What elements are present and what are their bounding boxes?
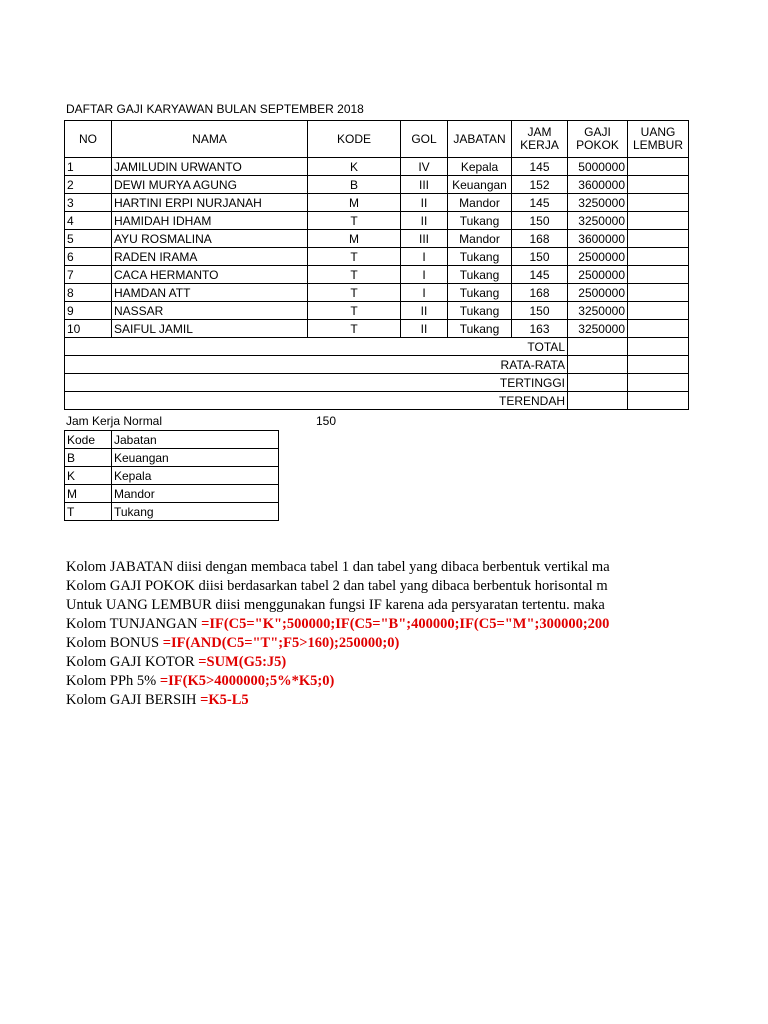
cell-gol[interactable]: II xyxy=(401,320,448,338)
cell-nama[interactable]: HARTINI ERPI NURJANAH xyxy=(112,194,308,212)
cell-jam-kerja[interactable]: 150 xyxy=(512,248,568,266)
note-line xyxy=(66,558,646,577)
note-text: Kolom JABATAN diisi dengan membaca tabel 1 dan tabel yang dibaca berbentuk vertikal ma xyxy=(66,559,610,575)
summary-label-tertinggi[interactable]: TERTINGGI xyxy=(65,374,568,392)
cell-jam-kerja[interactable]: 163 xyxy=(512,320,568,338)
cell-kode[interactable]: M xyxy=(308,230,401,248)
cell-nama[interactable]: SAIFUL JAMIL xyxy=(112,320,308,338)
lookup-cell-jabatan[interactable]: Mandor xyxy=(112,485,279,503)
cell-kode[interactable]: T xyxy=(308,212,401,230)
cell-gol[interactable]: I xyxy=(401,248,448,266)
cell-nama[interactable]: DEWI MURYA AGUNG xyxy=(112,176,308,194)
table-row xyxy=(65,266,689,284)
table-row xyxy=(65,158,689,176)
note-text: Kolom PPh 5% xyxy=(66,673,160,689)
sheet-title: DAFTAR GAJI KARYAWAN BULAN SEPTEMBER 2018 xyxy=(66,102,364,116)
cell-gaji-pokok[interactable]: 5000000 xyxy=(568,158,628,176)
note-formula: =SUM(G5:J5) xyxy=(198,654,287,670)
cell-jam-kerja[interactable]: 152 xyxy=(512,176,568,194)
instruction-notes xyxy=(66,558,646,710)
note-line xyxy=(66,653,646,672)
header-kode[interactable]: KODE xyxy=(308,121,401,158)
cell-no[interactable]: 4 xyxy=(65,212,112,230)
note-line xyxy=(66,672,646,691)
cell-kode[interactable]: T xyxy=(308,266,401,284)
lookup-header-row xyxy=(65,431,279,449)
table-row xyxy=(65,176,689,194)
cell-uang-lembur[interactable] xyxy=(628,212,689,230)
table-row xyxy=(65,230,689,248)
summary-cell-gaji[interactable] xyxy=(568,392,628,410)
lookup-cell-jabatan[interactable]: Kepala xyxy=(112,467,279,485)
cell-gaji-pokok[interactable]: 3600000 xyxy=(568,230,628,248)
cell-uang-lembur[interactable] xyxy=(628,302,689,320)
cell-nama[interactable]: AYU ROSMALINA xyxy=(112,230,308,248)
lookup-cell-kode[interactable]: B xyxy=(65,449,112,467)
cell-jabatan[interactable]: Tukang xyxy=(448,248,512,266)
table-row xyxy=(65,284,689,302)
cell-jam-kerja[interactable]: 150 xyxy=(512,302,568,320)
cell-gol[interactable]: I xyxy=(401,284,448,302)
cell-gol[interactable]: II xyxy=(401,302,448,320)
header-gol[interactable]: GOL xyxy=(401,121,448,158)
lookup-cell-kode[interactable]: T xyxy=(65,503,112,521)
summary-cell-lembur[interactable] xyxy=(628,392,689,410)
lookup-cell-kode[interactable]: K xyxy=(65,467,112,485)
header-no[interactable]: NO xyxy=(65,121,112,158)
cell-jam-kerja[interactable]: 145 xyxy=(512,158,568,176)
cell-kode[interactable]: K xyxy=(308,158,401,176)
summary-row-tertinggi xyxy=(65,374,689,392)
note-text: Kolom GAJI POKOK diisi berdasarkan tabel 2 dan tabel yang dibaca berbentuk horisontal m xyxy=(66,578,608,594)
cell-no[interactable]: 5 xyxy=(65,230,112,248)
cell-kode[interactable]: T xyxy=(308,284,401,302)
note-line xyxy=(66,577,646,596)
summary-cell-gaji[interactable] xyxy=(568,374,628,392)
cell-no[interactable]: 3 xyxy=(65,194,112,212)
lookup-header-jabatan[interactable]: Jabatan xyxy=(112,431,279,449)
cell-gol[interactable]: IV xyxy=(401,158,448,176)
cell-jabatan[interactable]: Kepala xyxy=(448,158,512,176)
cell-jabatan[interactable]: Mandor xyxy=(448,194,512,212)
cell-gol[interactable]: I xyxy=(401,266,448,284)
cell-nama[interactable]: NASSAR xyxy=(112,302,308,320)
cell-uang-lembur[interactable] xyxy=(628,176,689,194)
cell-jabatan[interactable]: Keuangan xyxy=(448,176,512,194)
lookup-row xyxy=(65,503,279,521)
cell-gaji-pokok[interactable]: 3600000 xyxy=(568,176,628,194)
jam-kerja-normal-label[interactable]: Jam Kerja Normal xyxy=(66,414,163,428)
cell-gaji-pokok[interactable]: 3250000 xyxy=(568,212,628,230)
cell-gol[interactable]: II xyxy=(401,212,448,230)
note-line xyxy=(66,691,646,710)
cell-jam-kerja[interactable]: 168 xyxy=(512,230,568,248)
summary-row-terendah xyxy=(65,392,689,410)
note-text: Kolom GAJI BERSIH xyxy=(66,692,201,708)
cell-kode[interactable]: M xyxy=(308,194,401,212)
salary-table xyxy=(64,120,689,410)
summary-cell-lembur[interactable] xyxy=(628,374,689,392)
summary-label-total[interactable]: TOTAL xyxy=(65,338,568,356)
cell-jabatan[interactable]: Tukang xyxy=(448,302,512,320)
cell-uang-lembur[interactable] xyxy=(628,230,689,248)
cell-uang-lembur[interactable] xyxy=(628,266,689,284)
note-text: Kolom GAJI KOTOR xyxy=(66,654,199,670)
lookup-cell-kode[interactable]: M xyxy=(65,485,112,503)
note-text: Kolom BONUS xyxy=(66,635,163,651)
header-row xyxy=(65,121,689,158)
cell-gol[interactable]: III xyxy=(401,230,448,248)
cell-jabatan[interactable]: Tukang xyxy=(448,266,512,284)
note-line xyxy=(66,596,646,615)
cell-no[interactable]: 6 xyxy=(65,248,112,266)
cell-uang-lembur[interactable] xyxy=(628,320,689,338)
table-row xyxy=(65,248,689,266)
cell-jabatan[interactable]: Tukang xyxy=(448,212,512,230)
lookup-row xyxy=(65,485,279,503)
cell-nama[interactable]: HAMIDAH IDHAM xyxy=(112,212,308,230)
cell-gol[interactable]: III xyxy=(401,176,448,194)
lookup-row xyxy=(65,449,279,467)
cell-jam-kerja[interactable]: 145 xyxy=(512,194,568,212)
header-jabatan[interactable]: JABATAN xyxy=(448,121,512,158)
summary-cell-lembur[interactable] xyxy=(628,356,689,374)
header-uang-lembur[interactable] xyxy=(628,121,689,158)
summary-label-terendah[interactable]: TERENDAH xyxy=(65,392,568,410)
table-row xyxy=(65,320,689,338)
cell-kode[interactable]: T xyxy=(308,320,401,338)
header-nama[interactable]: NAMA xyxy=(112,121,308,158)
header-uang-lembur-line2: LEMBUR xyxy=(632,138,683,152)
cell-uang-lembur[interactable] xyxy=(628,248,689,266)
cell-jabatan[interactable]: Mandor xyxy=(448,230,512,248)
lookup-cell-jabatan[interactable]: Keuangan xyxy=(112,449,279,467)
cell-no[interactable]: 7 xyxy=(65,266,112,284)
jam-kerja-normal-value[interactable]: 150 xyxy=(316,414,337,428)
header-jam-kerja-line1: JAM xyxy=(527,125,552,139)
header-gaji-pokok-line2: POKOK xyxy=(576,138,619,152)
cell-gaji-pokok[interactable]: 3250000 xyxy=(568,194,628,212)
header-gaji-pokok-line1: GAJI xyxy=(584,125,611,139)
cell-nama[interactable]: JAMILUDIN URWANTO xyxy=(112,158,308,176)
header-jam-kerja[interactable] xyxy=(512,121,568,158)
table-row xyxy=(65,302,689,320)
cell-no[interactable]: 9 xyxy=(65,302,112,320)
header-gaji-pokok[interactable] xyxy=(568,121,628,158)
note-formula: =K5-L5 xyxy=(200,692,249,708)
cell-kode[interactable]: T xyxy=(308,302,401,320)
note-formula: =IF(K5>4000000;5%*K5;0) xyxy=(159,673,335,689)
lookup-row xyxy=(65,467,279,485)
cell-gaji-pokok[interactable]: 3250000 xyxy=(568,302,628,320)
lookup-header-kode[interactable]: Kode xyxy=(65,431,112,449)
cell-uang-lembur[interactable] xyxy=(628,194,689,212)
cell-jabatan[interactable]: Tukang xyxy=(448,320,512,338)
table-row xyxy=(65,194,689,212)
cell-jabatan[interactable]: Tukang xyxy=(448,284,512,302)
note-text: Untuk UANG LEMBUR diisi menggunakan fungsi IF karena ada persyaratan tertentu. maka xyxy=(66,597,605,613)
jabatan-lookup-table xyxy=(64,430,279,521)
cell-gaji-pokok[interactable]: 2500000 xyxy=(568,284,628,302)
cell-no[interactable]: 2 xyxy=(65,176,112,194)
cell-kode[interactable]: B xyxy=(308,176,401,194)
note-text: Kolom TUNJANGAN xyxy=(66,616,202,632)
cell-gaji-pokok[interactable]: 2500000 xyxy=(568,266,628,284)
cell-gaji-pokok[interactable]: 2500000 xyxy=(568,248,628,266)
summary-label-rata-rata[interactable]: RATA-RATA xyxy=(65,356,568,374)
summary-cell-gaji[interactable] xyxy=(568,356,628,374)
cell-gol[interactable]: II xyxy=(401,194,448,212)
cell-nama[interactable]: HAMDAN ATT xyxy=(112,284,308,302)
summary-cell-gaji[interactable] xyxy=(568,338,628,356)
summary-row-rata-rata xyxy=(65,356,689,374)
cell-nama[interactable]: CACA HERMANTO xyxy=(112,266,308,284)
cell-no[interactable]: 8 xyxy=(65,284,112,302)
cell-kode[interactable]: T xyxy=(308,248,401,266)
header-uang-lembur-line1: UANG xyxy=(640,125,676,139)
cell-no[interactable]: 10 xyxy=(65,320,112,338)
summary-cell-lembur[interactable] xyxy=(628,338,689,356)
cell-gaji-pokok[interactable]: 3250000 xyxy=(568,320,628,338)
cell-uang-lembur[interactable] xyxy=(628,158,689,176)
cell-jam-kerja[interactable]: 150 xyxy=(512,212,568,230)
cell-nama[interactable]: RADEN IRAMA xyxy=(112,248,308,266)
cell-jam-kerja[interactable]: 145 xyxy=(512,266,568,284)
lookup-cell-jabatan[interactable]: Tukang xyxy=(112,503,279,521)
summary-row-total xyxy=(65,338,689,356)
note-line xyxy=(66,615,646,634)
note-formula: =IF(AND(C5="T";F5>160);250000;0) xyxy=(162,635,400,651)
cell-no[interactable]: 1 xyxy=(65,158,112,176)
table-row xyxy=(65,212,689,230)
note-line xyxy=(66,634,646,653)
cell-uang-lembur[interactable] xyxy=(628,284,689,302)
cell-jam-kerja[interactable]: 168 xyxy=(512,284,568,302)
header-jam-kerja-line2: KERJA xyxy=(520,138,559,152)
note-formula: =IF(C5="K";500000;IF(C5="B";400000;IF(C5="M";300000;200 xyxy=(201,616,610,632)
